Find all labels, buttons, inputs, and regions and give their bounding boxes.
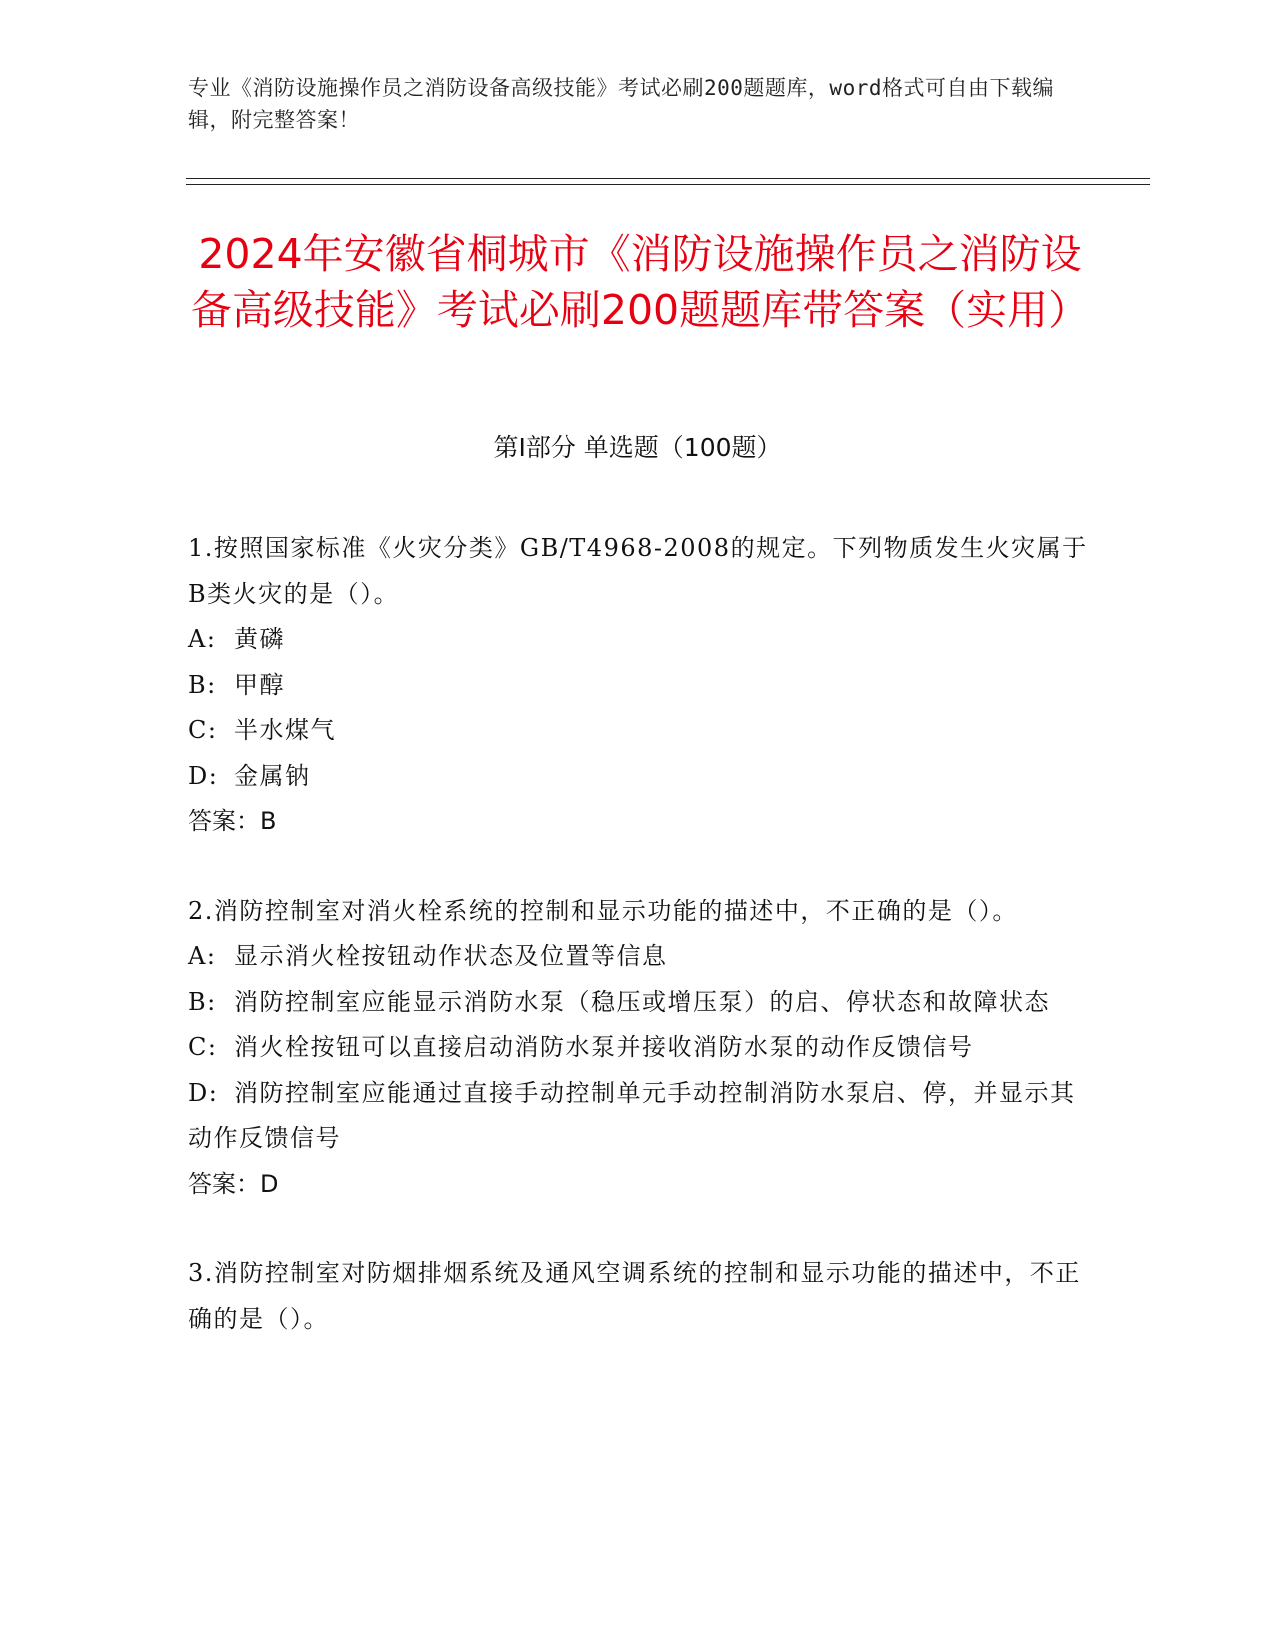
answer: 答案：B bbox=[188, 807, 277, 835]
document-title: 2024年安徽省桐城市《消防设施操作员之消防设备高级技能》考试必刷200题题库带答案（实用） bbox=[190, 230, 1090, 334]
header-note: 专业《消防设施操作员之消防设备高级技能》考试必刷200题题库，word格式可自由下载编辑，附完整答案！ bbox=[188, 76, 1054, 132]
option-text: 金属钠 bbox=[234, 761, 311, 790]
option-b bbox=[188, 663, 1088, 709]
header-divider-bottom bbox=[186, 184, 1150, 185]
option-text: 半水煤气 bbox=[234, 716, 336, 744]
question-2 bbox=[188, 889, 1088, 1208]
section-title: 第I部分 单选题（100题） bbox=[493, 433, 782, 462]
option-label: C: bbox=[188, 1033, 218, 1061]
option-label: B: bbox=[188, 670, 217, 699]
option-a bbox=[188, 934, 1088, 980]
option-text: 消火栓按钮可以直接启动消防水泵并接收消防水泵的动作反馈信号 bbox=[234, 1033, 974, 1061]
option-c bbox=[188, 708, 1088, 754]
option-text: 甲醇 bbox=[234, 670, 285, 699]
option-text: 消防控制室应能通过直接手动控制单元手动控制消防水泵启、停，并显示其动作反馈信号 bbox=[188, 1078, 1076, 1152]
option-label: B: bbox=[188, 987, 217, 1016]
option-label: D: bbox=[188, 761, 219, 790]
option-a bbox=[188, 617, 1088, 663]
option-label: D: bbox=[188, 1078, 219, 1107]
option-label: A: bbox=[188, 625, 217, 653]
question-1 bbox=[188, 526, 1088, 845]
option-text: 消防控制室应能显示消防水泵（稳压或增压泵）的启、停状态和故障状态 bbox=[234, 987, 1050, 1016]
header-divider-top bbox=[186, 178, 1150, 179]
option-text: 显示消火栓按钮动作状态及位置等信息 bbox=[234, 942, 668, 970]
option-label: C: bbox=[188, 716, 218, 744]
question-3 bbox=[188, 1251, 1088, 1342]
option-b bbox=[188, 980, 1088, 1026]
option-d bbox=[188, 1071, 1088, 1162]
option-label: A: bbox=[188, 942, 217, 970]
answer: 答案：D bbox=[188, 1169, 279, 1198]
option-text: 黄磷 bbox=[234, 625, 285, 653]
option-d bbox=[188, 754, 1088, 800]
option-c bbox=[188, 1025, 1088, 1071]
question-stem: 2.消防控制室对消火栓系统的控制和显示功能的描述中，不正确的是（）。 bbox=[188, 896, 1018, 925]
question-list bbox=[188, 526, 1088, 1386]
question-stem: 3.消防控制室对防烟排烟系统及通风空调系统的控制和显示功能的描述中，不正确的是（）。 bbox=[188, 1259, 1081, 1333]
question-stem: 1.按照国家标准《火灾分类》GB/T4968-2008的规定。下列物质发生火灾属于B类火灾的是（）。 bbox=[188, 534, 1088, 608]
